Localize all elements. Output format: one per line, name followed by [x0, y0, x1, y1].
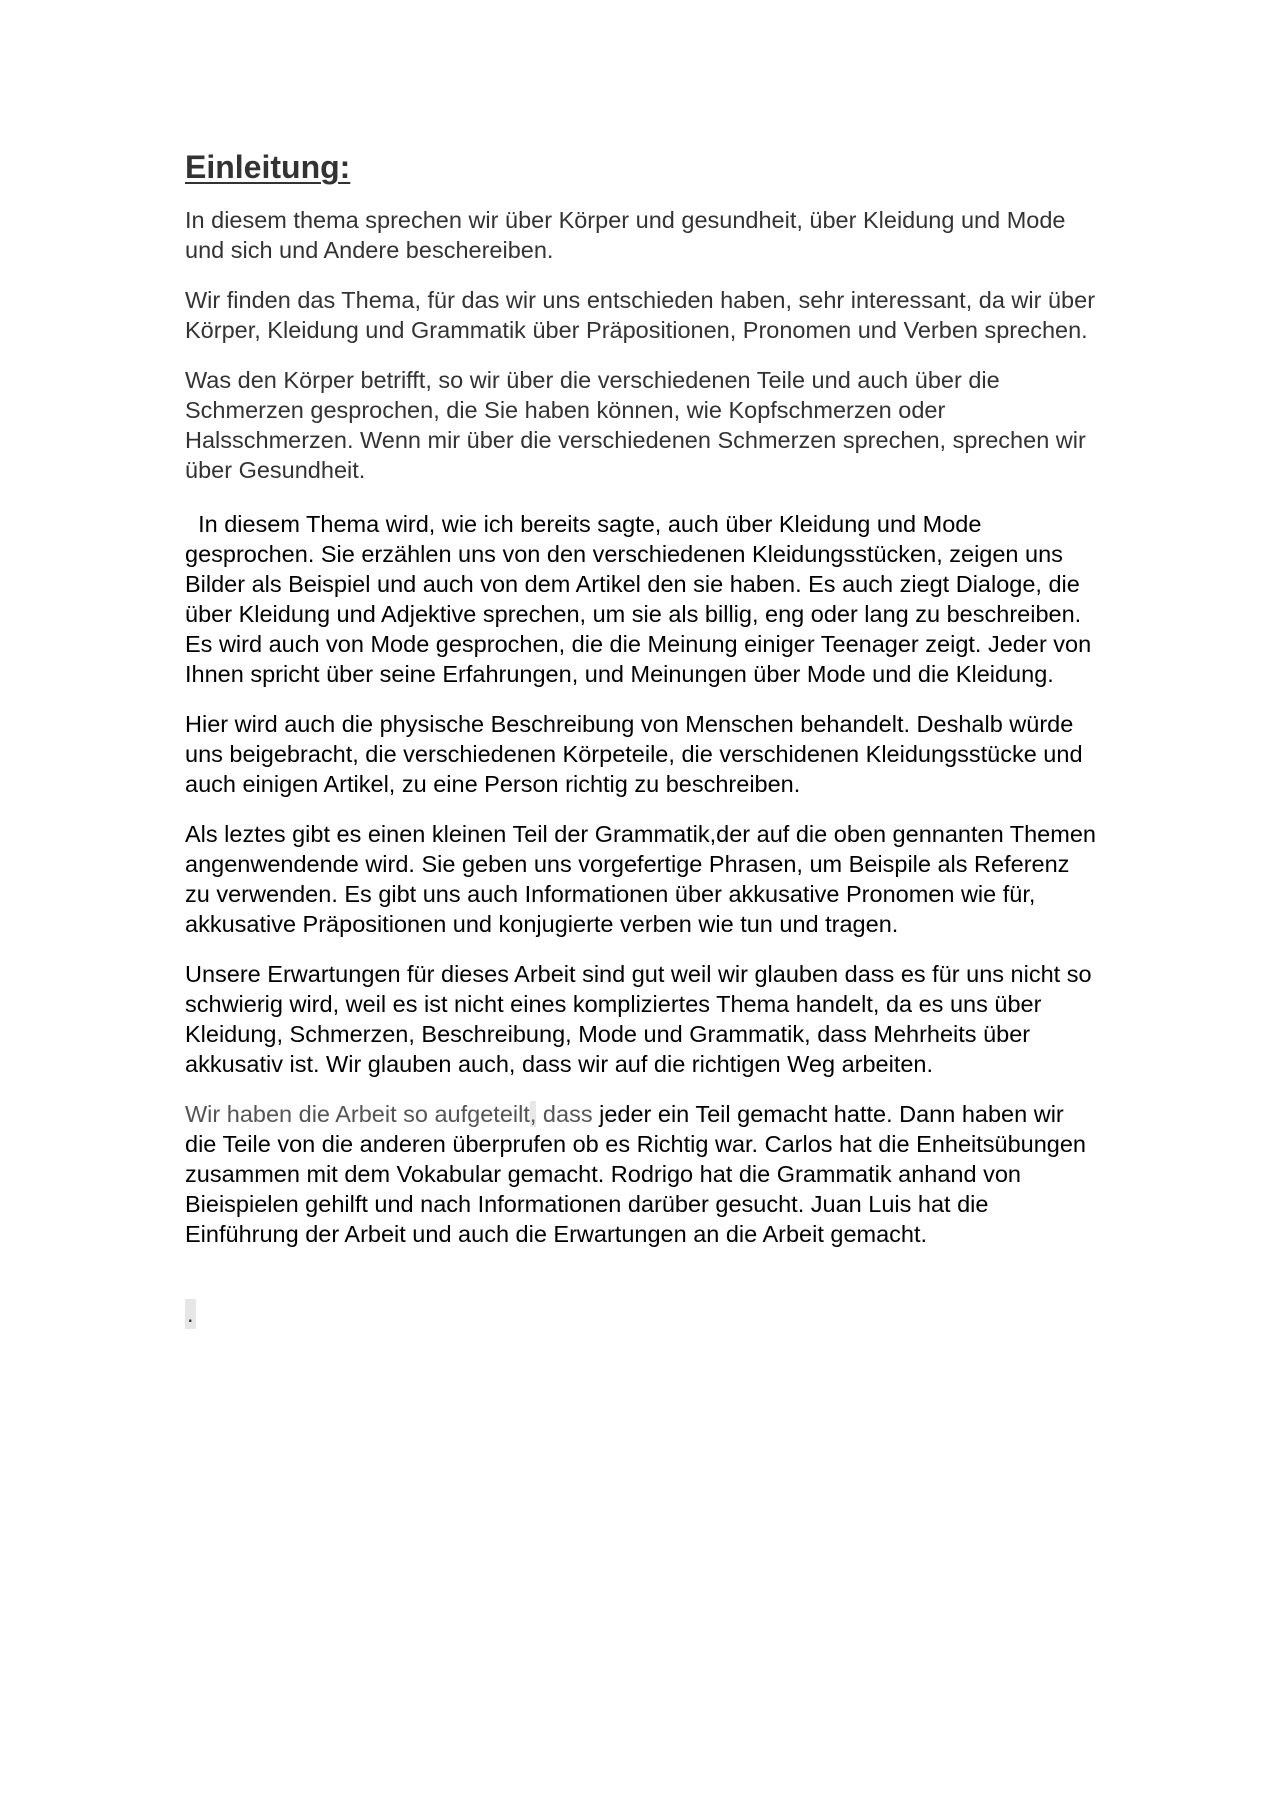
paragraph-clothing-fashion	[185, 509, 1100, 689]
trailing-mark: .	[187, 1301, 194, 1328]
paragraph-topic-interest: Wir finden das Thema, für das wir uns entschieden haben, sehr interessant, da wir über Körper, Kleidung und Grammatik über Präpositionen, Pronomen und Verben sprechen.	[185, 287, 1096, 344]
paragraph-work-division	[185, 1099, 1100, 1249]
document-page	[185, 150, 1100, 1329]
paragraph-intro: In diesem thema sprechen wir über Körper und gesundheit, über Kleidung und Mode und sich und Andere beschereiben.	[185, 207, 1066, 264]
paragraph-clothing-fashion-text: In diesem Thema wird, wie ich bereits sagte, auch über Kleidung und Mode gesprochen. Sie erzählen uns von den verschiedenen Kleidungsstücken, zeigen uns Bilder als Beispiel und auch von dem Artikel den sie haben. Es auch ziegt Dialoge, die über Kleidung und Adjektive sprechen, um sie als billig, eng oder lang zu beschreiben. Es wird auch von Mode gesprochen, die die Meinung einiger Teenager zeigt. Jeder von Ihnen spricht über seine Erfahrungen, und Meinungen über Mode und die Kleidung.	[185, 511, 1092, 688]
work-division-rest-text: jeder ein Teil gemacht hatte. Dann haben wir die Teile von die anderen überprufen ob es Richtig war. Carlos hat die Enheitsübungen zusammen mit dem Vokabular gemacht. Rodrigo hat die Grammatik anhand von Bieispielen gehilft und nach Informationen darüber gesucht. Juan Luis hat die Einführung der Arbeit und auch die Erwartungen an die Arbeit gemacht.	[185, 1101, 1086, 1248]
work-division-soft-text-1: Wir haben die Arbeit so aufgeteilt	[185, 1101, 530, 1128]
document-heading: Einleitung:	[185, 149, 351, 185]
work-division-comma: ,	[529, 1101, 537, 1128]
trailing-mark-line	[185, 1299, 1100, 1329]
paragraph-body: Was den Körper betrifft, so wir über die verschiedenen Teile und auch über die Schmerzen gesprochen, die Sie haben können, wie Kopfschmerzen oder Halsschmerzen. Wenn mir über die verschiedenen Schmerzen sprechen, sprechen wir über Gesundheit.	[185, 367, 1086, 484]
work-division-soft-text-2: dass	[536, 1101, 593, 1128]
paragraph-grammar: Als leztes gibt es einen kleinen Teil der Grammatik,der auf die oben gennanten Themen angenwendende wird. Sie geben uns vorgefertige Phrasen, um Beispile als Referenz zu verwenden. Es gibt uns auch Informationen über akkusative Pronomen wie für, akkusative Präpositionen und konjugierte verben wie tun und tragen.	[185, 821, 1096, 938]
paragraph-expectations: Unsere Erwartungen für dieses Arbeit sind gut weil wir glauben dass es für uns nicht so schwierig wird, weil es ist nicht eines kompliziertes Thema handelt, da es uns über Kleidung, Schmerzen, Beschreibung, Mode und Grammatik, dass Mehrheits über akkusativ ist. Wir glauben auch, dass wir auf die richtigen Weg arbeiten.	[185, 961, 1092, 1078]
paragraph-description: Hier wird auch die physische Beschreibung von Menschen behandelt. Deshalb würde uns beigebracht, die verschiedenen Körpeteile, die verschidenen Kleidungsstücke und auch einigen Artikel, zu eine Person richtig zu beschreiben.	[185, 711, 1083, 798]
